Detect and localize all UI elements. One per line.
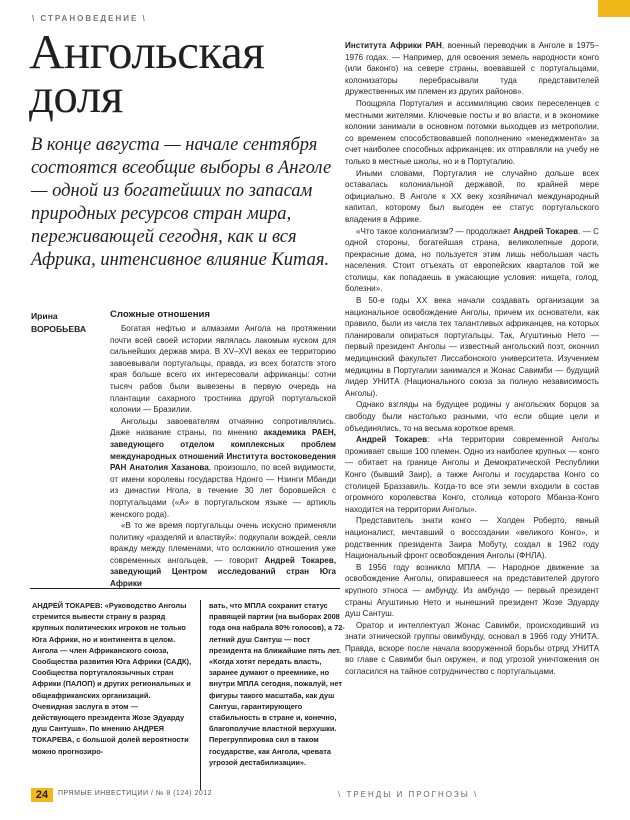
sidebar-right-text: вать, что МПЛА сохранит статус правящей партии (на выборах 2008 года она набрала 80% голосов), а 72-летний душ Сантуш — пост президента на ближайшие пять лет. «Когда хотят передать власть, заранее думают о преемнике, но внутри МПЛА сегодня, пожалуй, нет фигуры такого масштаба, как душ Сантуш, гарантирующего стабильность в стране и, конечно, благополучие властной верхушки. Перегруппировка сил в таком государстве, как Ангола, чревата угрозой дестабилизации». xyxy=(209,601,345,767)
corner-accent xyxy=(598,0,630,17)
sidebar-divider xyxy=(200,600,201,790)
section-rubric: \ СТРАНОВЕДЕНИЕ \ xyxy=(32,14,147,23)
author-first-name: Ирина xyxy=(31,311,58,321)
magazine-issue: ПРЯМЫЕ ИНВЕСТИЦИИ / № 8 (124) 2012 xyxy=(58,790,213,797)
paragraph: Поощряла Португалия и ассимиляцию своих переселенцев с местными жителями. Ключевые посты и во власти, и в экономике колонии занимали в основном потомки выходцев из метрополии, со временем способствовавшей пополнению «менеджмента» за счет наиболее способных африканцев: их отправляли на учебу не только в местные школы, но и в Португалию. xyxy=(345,98,599,166)
text-column-2 xyxy=(345,40,599,678)
author-byline xyxy=(31,310,86,336)
paragraph: Андрей Токарев: «На территории современной Анголы проживает свыше 100 племен. Одно из наиболее крупных — конго — обитает на границе Анголы и Демократической Республики Конго (бывший Заир), а также Анголы и государства Конго со столицей Браззавиль. Когда-то все эти земли входили в состав огромного королевства Конго, столица которого Мбанза-Конго находится на территории Анголы». xyxy=(345,435,599,514)
quote-sidebar xyxy=(30,600,345,790)
paragraph: В 1956 году возникло МПЛА — Народное движение за освобождение Анголы, опиравшееся на представителей другого крупного этноса — амбунду. Из амбундо — первый президент страны Агуштинью Нето и нынешний президент Жозе Эдуарду душ Сантуш. xyxy=(345,562,599,619)
page-number: 24 xyxy=(31,788,53,802)
paragraph: «Что такое колониализм? — продолжает Андрей Токарев. — С одной стороны, богатейшая страна, великолепные дороги, прекрасные дома, но пользуется этим лишь небольшая часть населения. Стоит отъехать от европейских кварталов той же столицы, как попадаешь в ужасающие условия: нищета, голод, болезни». xyxy=(345,226,599,294)
paragraph: Ангольцы завоевателям отчаянно сопротивлялись. Даже название страны, по мнению академика РАЕН, заведующего отделом комплексных проблем международных отношений Института востоковедения РАН Анатолия Хазанова, произошло, по всей видимости, от имени королевы государства Ндонго — Нзинги Мбанди из династии Нгола, в течение 30 лет боровшейся с португальцами («А» в португальском языке — артикль женского рода). xyxy=(110,416,336,519)
page-footer xyxy=(0,785,630,805)
article-title xyxy=(29,24,329,123)
paragraph: Богатая нефтью и алмазами Ангола на протяжении почти всей своей истории являлась лакомым куском для сильнейших держав мира. В XV–XVI веках ее территорию завоевывали португальцы, правда, из всех богатств этого края больше всего их интересовали африканцы: сотни тысяч рабов были вывезены в первую очередь на плантации сахарного тростника другой португальской колонии — Бразилии. xyxy=(110,324,336,415)
paragraph: «В то же время португальцы очень искусно применяли политику «разделяй и властвуй»: подкупали вождей, сеяли вражду между племенами, что осложнило отношения уже современных ангольцев, — говорит Андрей Токарев, заведующий Центром исследований стран Юга Африки xyxy=(110,521,336,589)
title-line-2: доля xyxy=(29,68,123,123)
paragraph: Иными словами, Португалия не случайно дольше всех оставалась колониальной державой, по крайней мере официально. В Анголе к XX веку хозяйничал международный капитал, которому был выгоден ее статус португальского владения в Африке. xyxy=(345,168,599,224)
sidebar-left-text: АНДРЕЙ ТОКАРЕВ: «Руководство Анголы стремится вывести страну в разряд крупных политических игроков не только Юга Африки, но и континента в целом. Ангола — член Африканского союза, Сообщества развития Юга Африки (САДК), Сообщества португалоязычных стран Африки (ПАЛОП) и других региональных и общеафриканских организаций. Очевидная заслуга в этом — действующего президента Жозе Эдуарду душ Сантуша». По мнению АНДРЕЯ ТОКАРЕВА, с большой долей вероятности можно прогнозиро- xyxy=(32,601,192,756)
paragraph: Оратор и интеллектуал Жонас Савимби, происходивший из знати этнической группы овимбунду, основал в 1966 году УНИТА. Правда, вскоре после начала вооруженной борьбы отряд УНИТА во главе с Савимби был окружен, и под угрозой уничтожения он согласился на тайное сотрудничество с португальцами. xyxy=(345,620,599,677)
paragraph: Представитель знати конго — Холден Роберто, явный националист, мечтавший о воссоздании «великого Конго», и родственник президента Заира Мобуту, создал в 1962 году Национальный фронт освобождения Анголы (ФНЛА). xyxy=(345,516,599,561)
paragraph: Однако взгляды на будущее родины у ангольских борцов за свободу были настолько разными, что если общие цели и объединялись, то на весьма короткое время. xyxy=(345,400,599,433)
sidebar-top-rule xyxy=(30,588,340,589)
article-lead: В конце августа — начале сентября состоятся всеобщие выборы в Анголе — одной из богатейших по запасам природных ресурсов стран мира, переживающей сегодня, как и вся Африка, интенсивное влияние Китая. xyxy=(31,135,332,270)
paragraph: В 50-е годы XX века начали создавать организации за национальное освобождение Анголы, причем их основатели, как правило, были из числа тех талантливых африканцев, на которых планировали опираться португальцы. Так, Агуштинью Нето — первый президент Анголы — известный ангольский поэт, окончил медицинский факультет Лиссабонского университета. Изучением медицины в Португалии занимался и Жонас Савимби — будущий лидер УНИТА (Национального союза за полную независимость Анголы). xyxy=(345,296,599,398)
paragraph: Института Африки РАН, военный переводчик в Анголе в 1975–1976 годах. — Например, для освоения земель народности конго (или баконго) на севере страны, воевавшей с португальцами, колонизаторы перебрасывали туда представителей дружественных им племен из других районов». xyxy=(345,41,599,97)
footer-section: \ ТРЕНДЫ И ПРОГНОЗЫ \ xyxy=(338,790,479,799)
title-line-1: Ангольская xyxy=(29,24,265,79)
subheading: Сложные отношения xyxy=(110,309,211,320)
author-last-name: ВОРОБЬЕВА xyxy=(31,324,87,334)
text-column-1 xyxy=(110,323,336,590)
